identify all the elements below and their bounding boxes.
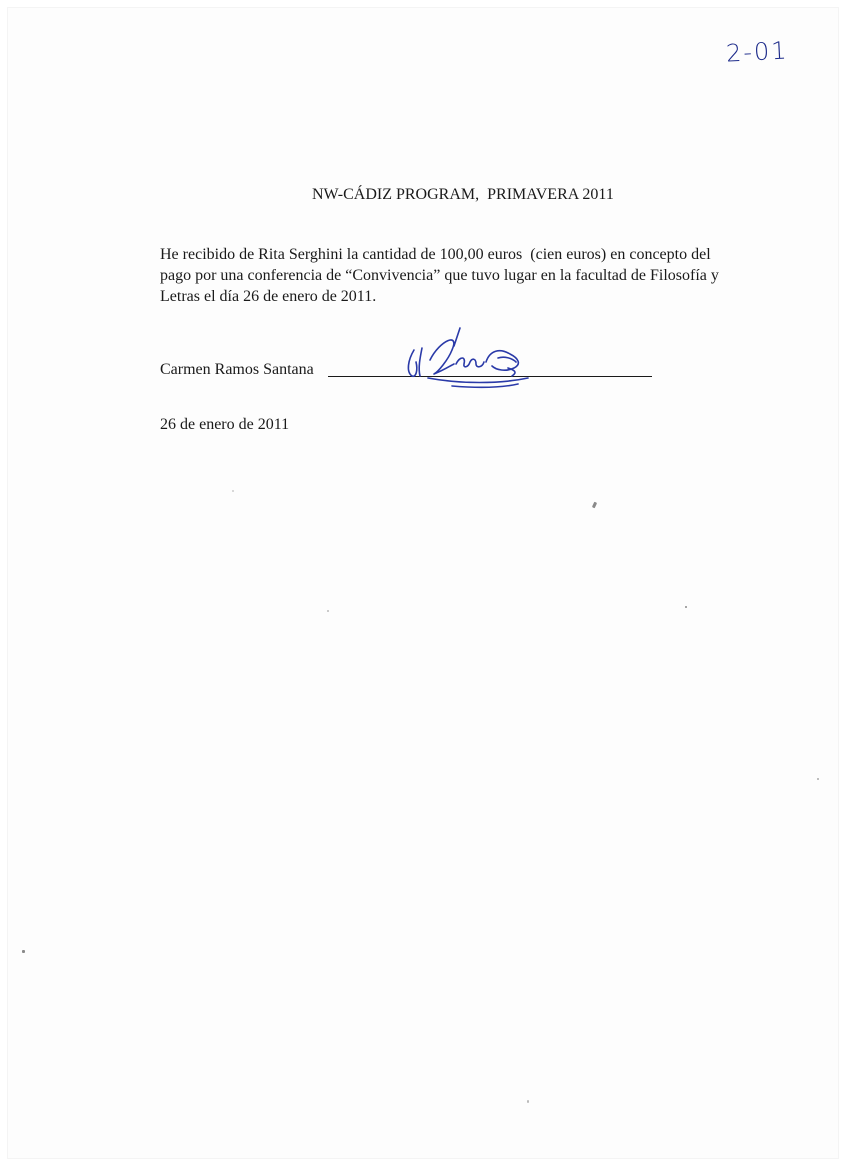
- document-page: [8, 8, 838, 1158]
- body-line: He recibido de Rita Serghini la cantidad de 100,00 euros (cien euros) en concepto del: [160, 246, 711, 263]
- handwritten-page-number: 2-01: [725, 36, 790, 68]
- body-line: Letras el día 26 de enero de 2011.: [160, 288, 377, 305]
- scan-speck: [327, 610, 329, 612]
- document-date: 26 de enero de 2011: [160, 416, 290, 433]
- scan-speck: [685, 606, 687, 608]
- scan-speck: [22, 950, 25, 953]
- receipt-body: [160, 244, 760, 307]
- handwritten-signature: [400, 320, 540, 395]
- body-line: pago por una conferencia de “Convivencia” que tuvo lugar en la facultad de Filosofía y: [160, 267, 719, 284]
- document-title: NW-CÁDIZ PROGRAM, PRIMAVERA 2011: [312, 186, 614, 203]
- scan-speck: [232, 490, 234, 492]
- signer-name: Carmen Ramos Santana: [160, 361, 314, 378]
- scan-speck: [817, 778, 819, 780]
- scan-speck: [527, 1100, 529, 1103]
